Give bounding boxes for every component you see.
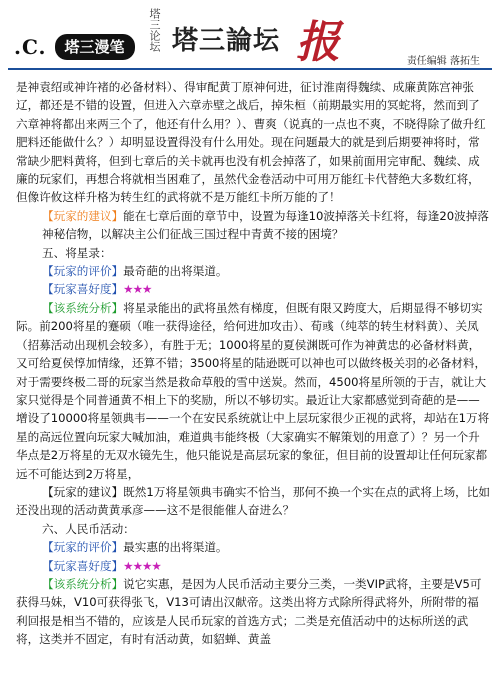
editor-credit: 责任编辑 落拓生 <box>406 56 480 67</box>
suggestion-tag: 【玩家的建议】 <box>42 484 124 499</box>
analysis-tag: 【该系统分析】 <box>42 300 124 315</box>
section-title: 五、将星录： <box>42 245 112 260</box>
preference-tag: 【玩家喜好度】 <box>42 282 124 297</box>
evaluation <box>16 538 490 556</box>
section-header <box>14 34 135 60</box>
header-rule <box>8 68 492 70</box>
analysis-text: 说它实惠，是因为人民币活动主要分三类，一类VIP武将，主要是V5可获得马妹，V10可获得张飞，V13可请出汉献帝。这类出将方式除所得武将外，所附带的福利回报是相当不错的，应该是人民币玩家的首选方式；二类是充值活动中的达标所送的武将，这类并不固定，有时有活动黄，如貂蝉、黄盖 <box>16 576 482 647</box>
paragraph: 是神袁绍或神许褚的必备材料）、得审配黄丁原神何进，征讨淮南得魏续、成廉黄陈宫神张辽，都还是不错的设置，但进入六章赤壁之战后，掉朱桓（前期最实用的冥蛇将，然而到了六章神将都出来两三个了，他还有什么用？）、曹爽（说真的一点也不爽，不晓得除了做升红肥料还能做什么？）却明显设置得没有什么用处。现在问题最大的就是到后期要神将时，常常缺少肥料黄将，但到七章后的关卡就再也没有机会掉落了，如果前面用完审配、魏续、成廉的玩家们，再想合将就相当困难了，虽然代金卷活动中可用万能红卡代替绝大多数红将，但像许攸这样升格为转生红的武将就不是万能红卡所万能的了！ <box>16 80 486 205</box>
logo-small-text: 塔三论坛 <box>148 8 161 52</box>
page-header <box>0 0 500 74</box>
preference-tag: 【玩家喜好度】 <box>42 558 124 573</box>
article-body <box>16 78 490 676</box>
logo-char: 报 <box>296 17 340 68</box>
evaluation <box>16 262 490 280</box>
evaluation-tag: 【玩家的评价】 <box>42 540 124 555</box>
newspaper-logo <box>140 4 360 66</box>
star-rating: ★★★ <box>123 282 152 297</box>
section-title: 六、人民币活动： <box>42 521 135 536</box>
suggestion <box>16 207 490 244</box>
suggestion-tag: 【玩家的建议】 <box>42 208 124 223</box>
analysis-tag: 【该系统分析】 <box>42 576 124 591</box>
analysis-text: 将星录能出的武将虽然有梯度，但既有限又跨度大，后期显得不够切实际。前200将星的蹇硕（唯一获得途径，给何进加攻击）、荀彧（纯萃的转生材料黄）、关凤（招募活动出现机会较多），有胜于无；1000将星的夏侯渊既可作为神黄忠的必备材料黄，又可给夏侯惇加情缘，还算不错；3500将星的陆逊既可以神也可以做终极关羽的必备材料，对于需要终极二哥的玩家当然是救命草般的雪中送炭。然而，4500将星所领的于吉，就让大家只觉得是个同普通黄不相上下的奖励，所以不够切实。最近让大家都感觉到奇葩的是——增设了10000将星领典韦——一个在安民系统就让中上层玩家很少正视的武将，却站在1万将星的高远位置向玩家大喊加油，难道典韦能终极（大家确实不解策划的用意了）？另一个升华点是2万将星的无双水镜先生，他只能说是高层玩家的象征，但目前的设置却让任何玩家都远不可能达到2万将星， <box>16 300 490 481</box>
suggestion-text: 既然1万将星领典韦确实不恰当，那何不换一个实在点的武将上场，比如还没出现的活动黄黄承彦——这不是很能催人奋进么？ <box>16 484 490 518</box>
evaluation-text: 最实惠的出将渠道。 <box>123 540 228 555</box>
section-label: 塔三漫笔 <box>55 34 135 60</box>
star-rating: ★★★★ <box>123 558 161 573</box>
suggestion <box>16 483 490 520</box>
logo-title: 塔三論坛 <box>172 26 281 56</box>
analysis <box>16 575 490 649</box>
preference <box>16 557 490 575</box>
section-marker: .C. <box>14 35 47 59</box>
evaluation-text: 最奇葩的出将渠道。 <box>123 264 228 279</box>
evaluation-tag: 【玩家的评价】 <box>42 264 124 279</box>
analysis <box>16 299 490 483</box>
preference <box>16 280 490 298</box>
suggestion-text: 能在七章后面的章节中，设置为每逢10波掉落关卡红将，每逢20波掉落神秘信物，以解决主公们征战三国过程中青黄不接的困境？ <box>42 208 489 242</box>
